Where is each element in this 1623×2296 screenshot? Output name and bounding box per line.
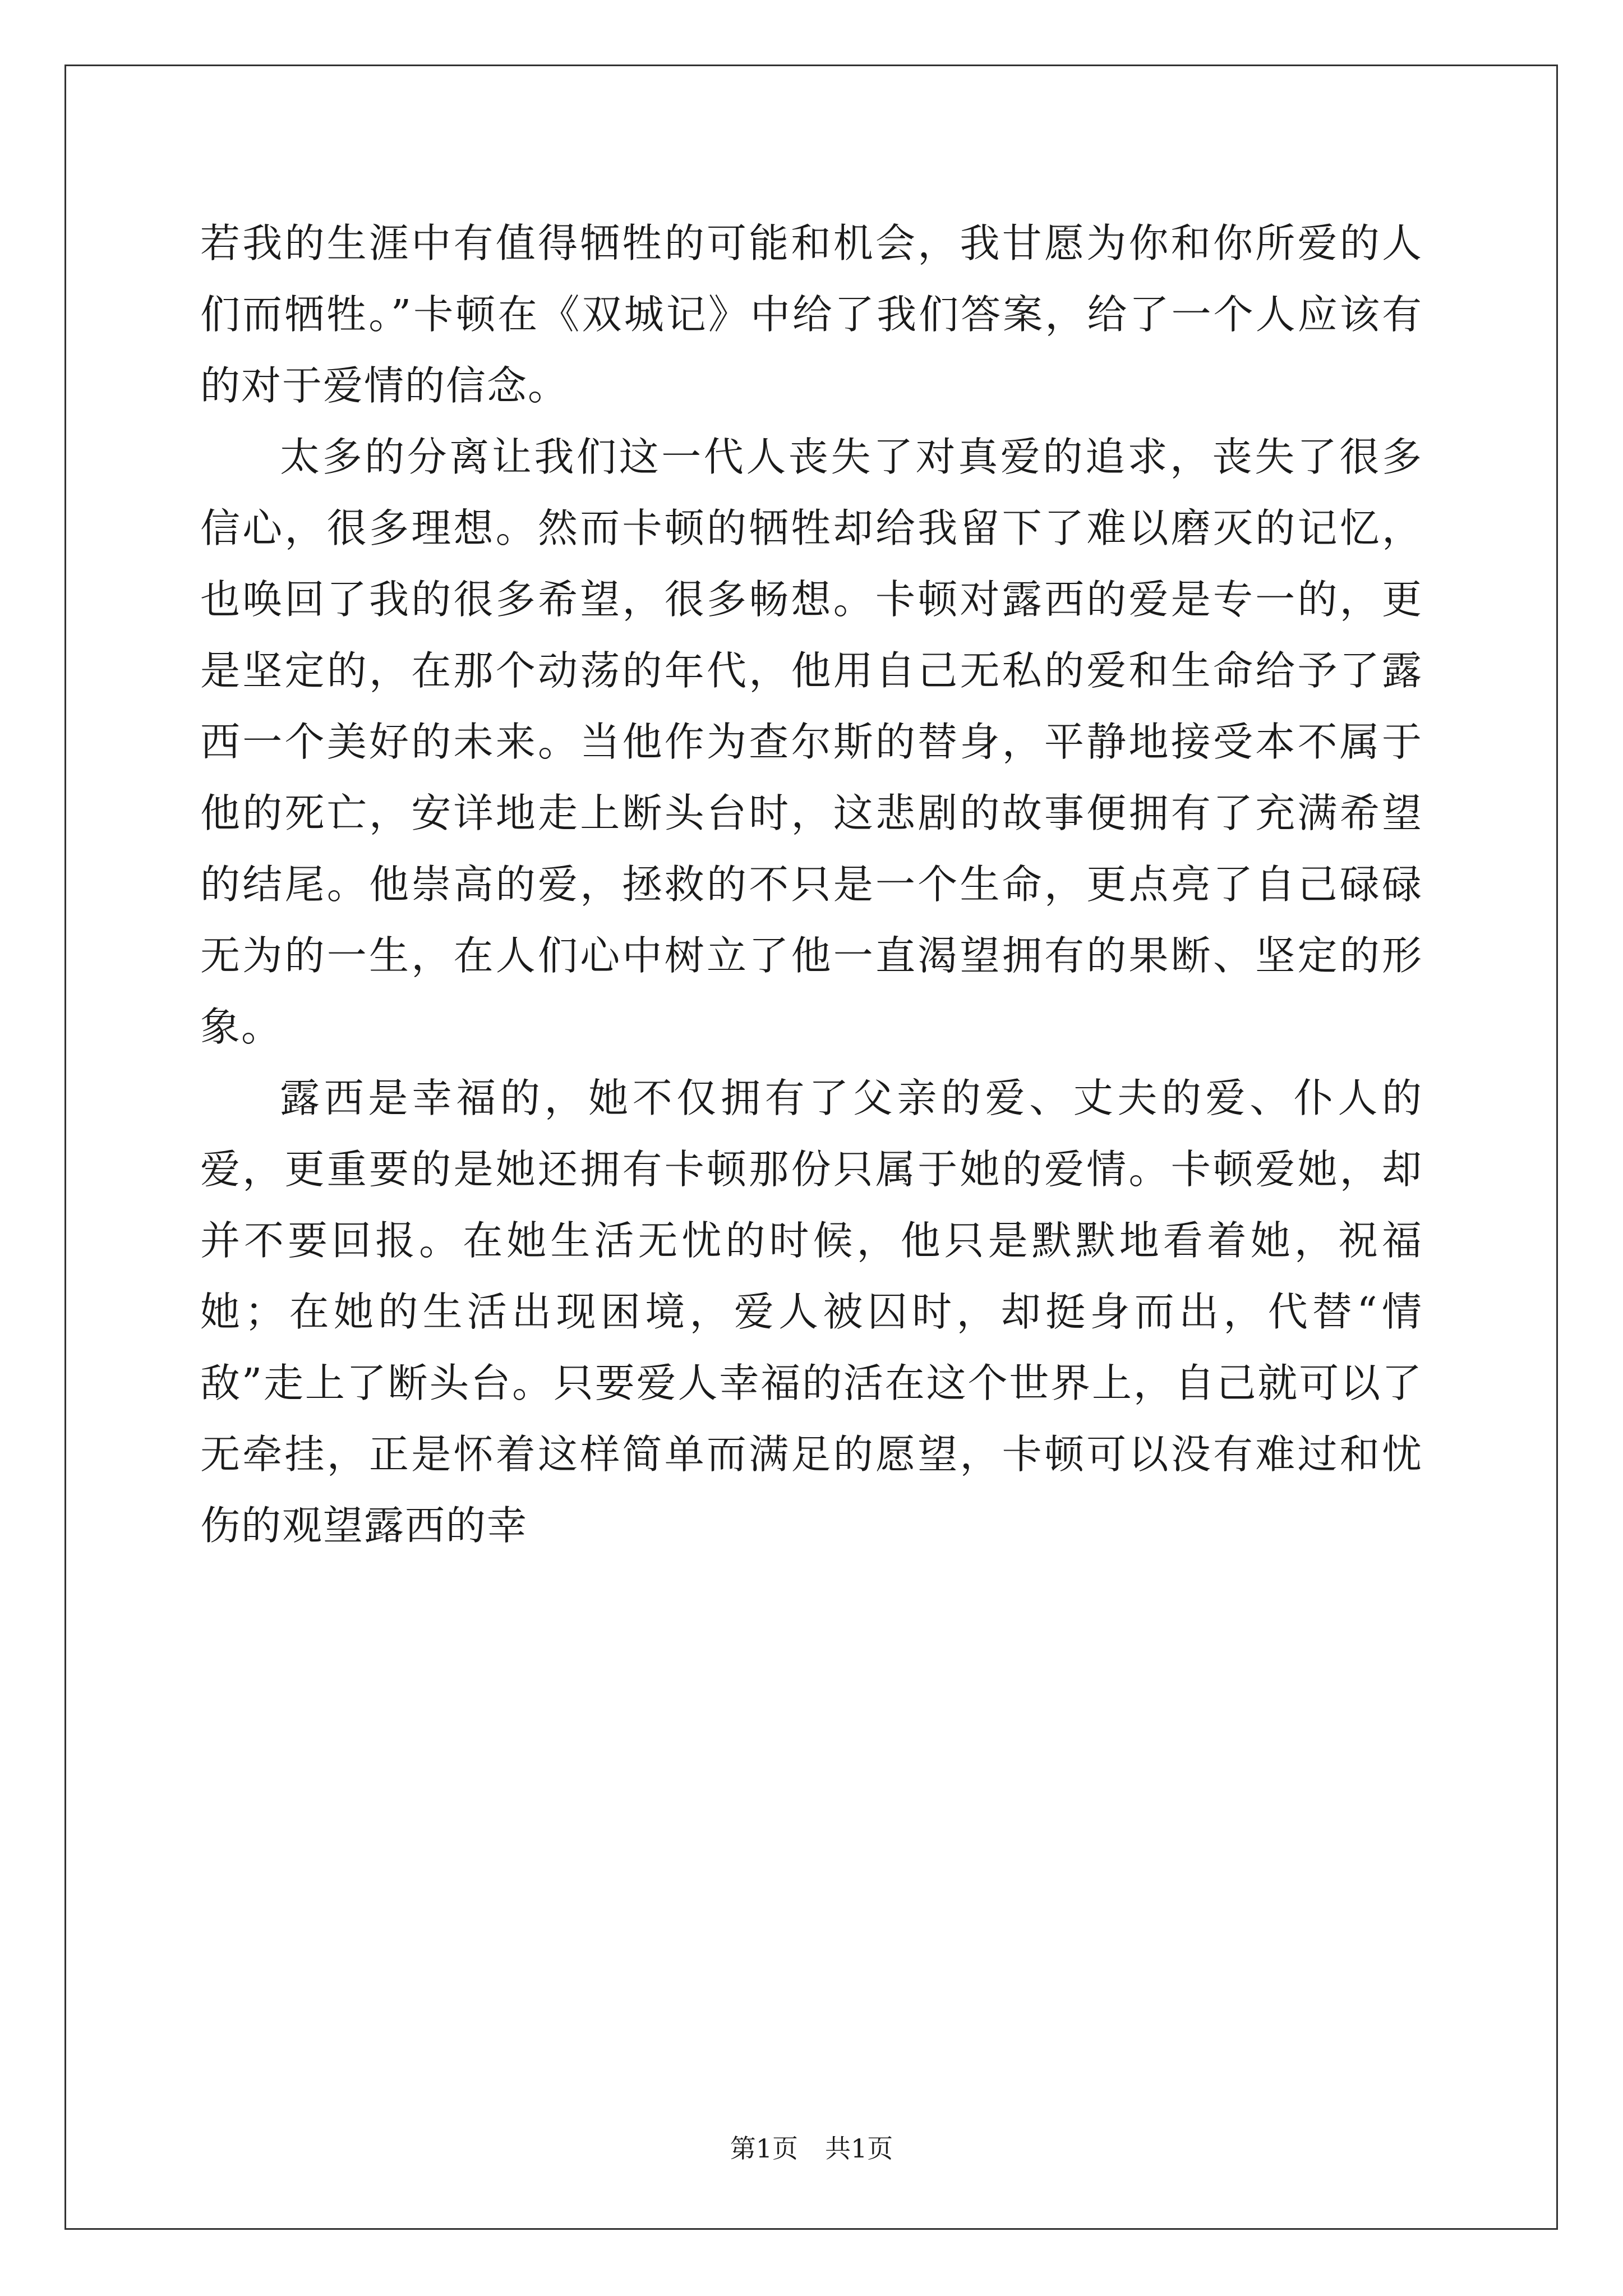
paragraph-2: 太多的分离让我们这一代人丧失了对真爱的追求，丧失了很多信心，很多理想。然而卡顿的牺牲却给我留下了难以磨灭的记忆，也唤回了我的很多希望，很多畅想。卡顿对露西的爱是专一的，更是坚定的，在那个动荡的年代，他用自己无私的爱和生命给予了露西一个美好的未来。当他作为查尔斯的替身，平静地接受本不属于他的死亡，安详地走上断头台时，这悲剧的故事便拥有了充满希望的结尾。他崇高的爱，拯救的不只是一个生命，更点亮了自己碌碌无为的一生，在人们心中树立了他一直渴望拥有的果断、坚定的形象。	[200, 434, 1423, 1050]
page-footer	[0, 2132, 1623, 2165]
page-total: 共1页	[825, 2133, 893, 2164]
paragraph-3: 露西是幸福的，她不仅拥有了父亲的爱、丈夫的爱、仆人的爱，更重要的是她还拥有卡顿那份只属于她的爱情。卡顿爱她，却并不要回报。在她生活无忧的时候，他只是默默地看着她，祝福她；在她的生活出现困境，爱人被囚时，却挺身而出，代替“情敌”走上了断头台。只要爱人幸福的活在这个世界上，自己就可以了无牵挂，正是怀着这样简单而满足的愿望，卡顿可以没有难过和忧伤的观望露西的幸	[200, 1075, 1423, 1549]
page-number: 第1页	[730, 2133, 798, 2164]
document-body	[200, 208, 1423, 1561]
paragraph-1: 若我的生涯中有值得牺牲的可能和机会，我甘愿为你和你所爱的人们而牺牲。”卡顿在《双城记》中给了我们答案，给了一个人应该有的对于爱情的信念。	[200, 220, 1423, 409]
